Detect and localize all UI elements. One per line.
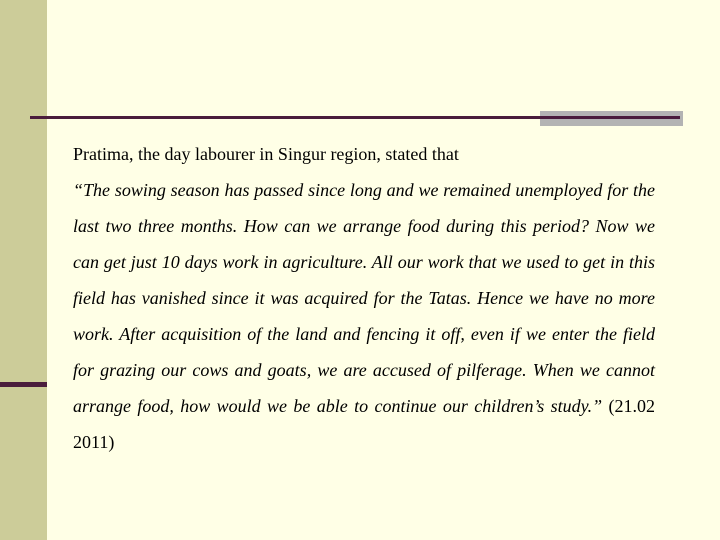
quote-paragraph (73, 172, 655, 460)
title-rule (30, 116, 680, 119)
intro-text: Pratima, the day labourer in Singur region, stated that (73, 144, 459, 164)
left-bar-accent-line (0, 382, 47, 387)
quote-close-mark: ” (592, 396, 603, 416)
quote-open-mark: “ (73, 180, 84, 200)
left-decorative-bar (0, 0, 47, 540)
slide-body (73, 136, 655, 460)
quote-date: (21.02 2011) (73, 396, 655, 452)
quote-text: The sowing season has passed since long and we remained unemployed for the last two three months. How can we arrange food during this period? Now we can get just 10 days work in agriculture. All our work that we used to get in this field has vanished since it was acquired for the Tatas. Hence we have no more work. After acquisition of the land and fencing it off, even if we enter the field for grazing our cows and goats, we are accused of pilferage. When we cannot arrange food, how would we be able to continue our children’s study. (73, 180, 655, 416)
